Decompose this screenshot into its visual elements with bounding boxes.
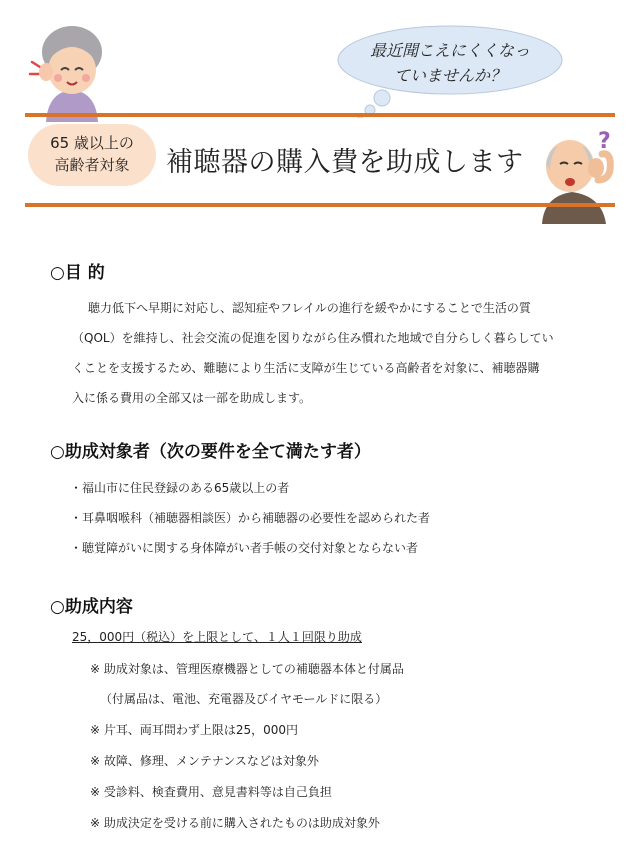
note-5: ※ 受診料、検査費用、意見書料等は自己負担 — [90, 785, 332, 799]
purpose-line-3: くことを支援するため、難聴により生活に支障が生じている高齢者を対象に、補聴器購 — [72, 361, 540, 375]
elderly-man-hearing-icon — [528, 130, 620, 224]
header-top-rule — [25, 113, 615, 117]
age-badge-text — [28, 132, 156, 176]
eligibility-item-3: ・聴覚障がいに関する身体障がい者手帳の交付対象とならない者 — [70, 541, 419, 555]
note-1: ※ 助成対象は、管理医療機器としての補聴器本体と付属品 — [90, 662, 404, 676]
eligibility-item-2: ・耳鼻咽喉科（補聴器相談医）から補聴器の必要性を認められた者 — [70, 511, 431, 525]
badge-line-1: 65 歳以上の — [50, 134, 134, 152]
note-3: ※ 片耳、両耳問わず上限は25，000円 — [90, 723, 299, 737]
eligibility-item-1: ・福山市に住民登録のある65歳以上の者 — [70, 481, 290, 495]
content-heading: ○助成内容 — [50, 597, 133, 617]
note-6: ※ 助成決定を受ける前に購入されたものは助成対象外 — [90, 816, 380, 830]
purpose-line-4: 入に係る費用の全部又は一部を助成します。 — [72, 391, 312, 405]
purpose-heading: ○目 的 — [50, 263, 105, 283]
purpose-text — [72, 293, 592, 413]
subsidy-limit: 25，000円（税込）を上限として、１人１回限り助成 — [72, 630, 362, 644]
bubble-line-1: 最近聞こえにくくなっ — [369, 41, 530, 60]
purpose-line-1: 聴力低下へ早期に対応し、認知症やフレイルの進行を緩やかにすることで生活の質 — [88, 301, 531, 315]
badge-line-2: 高齢者対象 — [54, 156, 130, 174]
svg-text:?: ? — [598, 130, 611, 154]
bubble-text — [350, 38, 550, 88]
header-bottom-rule — [25, 203, 615, 207]
purpose-line-2: （QOL）を維持し、社会交流の促進を図りながら住み慣れた地域で自分らしく暮らしてい — [72, 331, 554, 345]
note-2: （付属品は、電池、充電器及びイヤモールドに限る） — [100, 692, 388, 706]
bubble-line-2: ていませんか？ — [393, 66, 506, 85]
eligibility-heading: ○助成対象者（次の要件を全て満たす者） — [50, 442, 371, 462]
page-title: 補聴器の購入費を助成します — [166, 147, 524, 178]
note-4: ※ 故障、修理、メンテナンスなどは対象外 — [90, 754, 319, 768]
elderly-woman-ear-icon — [24, 22, 120, 122]
